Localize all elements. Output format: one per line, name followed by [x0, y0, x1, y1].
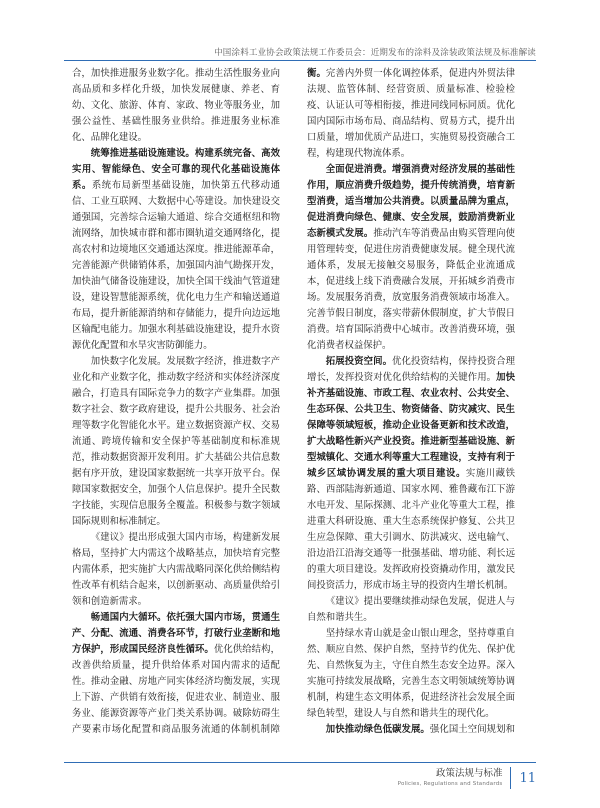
bold-text-run: 衡。	[307, 68, 326, 79]
paragraph	[307, 626, 515, 722]
paragraph	[72, 146, 280, 354]
left-column	[72, 66, 280, 736]
text-run: 合，加快推进服务业数字化。推动生活性服务业向高品质和多样化升级，加快发展健康、养老、育幼、文化、旅游、体育、家政、物业等服务业，加强公益性、基础性服务业供给。推进服务业标准化、品牌化建设。	[72, 68, 280, 143]
page-footer	[276, 764, 536, 792]
bold-text-run: 拓展投资空间。	[325, 356, 393, 367]
paragraph	[307, 722, 515, 736]
bold-text-run: 全面促进消费。增强消费对经济发展的基础性作用，顺应消费升级趋势，提升传统消费，培育新型消费，适当增加公共消费。以质量品牌为重点，促进消费向绿色、健康、安全发展，鼓励消费新业态新模式发展。	[307, 164, 515, 239]
paragraph	[72, 610, 280, 736]
bold-text-run: 畅通国内大循环。依托强大国内市场，贯通生产、分配、流通、消费各环节，打破行业垄断和地方保护，形成国民经济良性循环。	[72, 612, 280, 655]
text-run: 加快数字化发展。发展数字经济，推进数字产业化和产业数字化，推动数字经济和实体经济深度融合，打造具有国际竞争力的数字产业集群。	[72, 356, 280, 399]
paragraph	[72, 354, 280, 530]
footer-rule	[64, 762, 536, 763]
text-run: 《建议》提出要继续推动绿色发展，促进人与自然和谐共生。	[307, 596, 515, 623]
header-rule	[64, 60, 536, 61]
paragraph	[307, 162, 515, 354]
text-run: 系统布局新型基础设施，加快第五代移动通信、工业互联网、大数据中心等建设。加快建设交通强国，完善综合运输大通道、综合交通枢纽和物流网络，加快城市群和都市圈轨道交通网络化，提高农村和边境地区交通通达深度。推进能源革命，完善能源产供储销体系，加强国内油气勘探开发，加快油气储备设施建设，加快全国干线油气管道建设，建设智慧能源系统，优化电力生产和输送通道布局，提升新能源消纳和存储能力，提升向边远地区输配电能力。加强水利基础设施建设，提升水资源优化配置和水旱灾害防御能力。	[72, 180, 280, 351]
text-run: 优化投资结构，保持投资合理增长，发挥投资对优化供给结构的关键作用。	[307, 356, 515, 383]
text-run: 坚持绿水青山就是金山银山理念，坚持尊重自然、顺应自然、保护自然，坚持节约优先、保护优先、自然恢复为主，守住自然生态安全边界。深入实施可持续发展战略，完善生态文明领域统筹协调机制，构建生态文明体系，促进经济社会发展全面绿色转型，建设人与自然和谐共生的现代化。	[307, 628, 515, 719]
text-run: 推动汽车等消费品由购买管理向使用管理转变，促进住房消费健康发展。健全现代流通体系，发展无接触交易服务，降低企业流通成本，促进线上线下消费融合发展，开拓城乡消费市场。发展服务消费，放宽服务消费领域市场准入。完善节假日制度，落实带薪休假制度，扩大节假日消费。培育国际消费中心城市。改善消费环境，强化消费者权益保护。	[307, 228, 515, 351]
bold-text-run: 统筹推进基础设施建设。构建系统完备、高效实用、智能绿色、安全可靠的现代化基础设施体系。	[72, 148, 280, 191]
running-header: 中国涂料工业协会政策法规工作委员会：近期发布的涂料及涂装政策法规及标准解读	[214, 48, 536, 58]
bold-text-run: 加快推动绿色低碳发展。	[325, 724, 430, 735]
journal-name	[398, 768, 503, 788]
paragraph	[307, 354, 515, 594]
bold-text-run: 加快补齐基础设施、市政工程、农业农村、公共安全、生态环保、公共卫生、物资储备、防灾减灾、民生保障等领域短板，推动企业设备更新和技术改造，扩大战略性新兴产业投资。推进新型基础设施、新型城镇化、交通水利等重大工程建设，支持有利于城乡区域协调发展的重大项目建设。	[307, 372, 515, 479]
right-column	[307, 66, 515, 736]
page-number: 11	[519, 770, 536, 786]
paragraph	[307, 594, 515, 626]
journal-name-en: Policies, Regulations and Standards	[397, 781, 503, 787]
text-run: 实施川藏铁路、西部陆海新通道、国家水网、雅鲁藏布江下游水电开发、星际探测、北斗产业化等重大工程，推进重大科研设施、重大生态系统保护修复、公共卫生应急保障、重大引调水、防洪减灾、送电输气、沿边沿江沿海交通等一批强基础、增功能、利长远的重大项目建设。发挥政府投资撬动作用，激发民间投资活力，形成市场主导的投资内生增长机制。	[307, 468, 515, 591]
paragraph	[72, 66, 280, 146]
text-run: 完善内外贸一体化调控体系，促进内外贸法律法规、监管体制、经营资质、质量标准、检验检疫、认证认可等相衔接，推进同线同标同质。优化国内国际市场布局、商品结构、贸易方式，提升出口质量，增加优质产品进口，实施贸易投资融合工程，构建现代物流体系。	[307, 68, 515, 159]
paragraph	[72, 530, 280, 610]
text-run: 《建议》提出形成强大国内市场，构建新发展格局，坚持扩大内需这个战略基点，加快培育完整内需体系，把实施扩大内需战略同深化供给侧结构性改革有机结合起来，以创新驱动、高质量供给引领和创造新需求。	[72, 532, 280, 607]
journal-name-cn: 政策法规与标准	[435, 768, 503, 779]
text-run: 优化供给结构，改善供给质量，提升供给体系对国内需求的适配性。推动金融、房地产同实体经济均衡发展，实现上下游、产供销有效衔接，促进农业、制造业、服务业、能源资源等产业门类关系协调。破除妨碍生产要素市场化配置和商品服务流通的体制机制障	[72, 644, 280, 735]
footer-divider	[510, 767, 511, 789]
text-run: 强化国土空间规划和	[429, 724, 515, 735]
paragraph	[307, 66, 515, 162]
text-run: 加强数字社会、数字政府建设，提升公共服务、社会治理等数字化智能化水平。建立数据资源产权、交易流通、跨境传输和安全保护等基础制度和标准规范，推动数据资源开发利用。扩大基础公共信息数据有序开放，建设国家数据统一共享开放平台。保障国家数据安全，加强个人信息保护。提升全民数字技能，实现信息服务全覆盖。积极参与数字领域国际规则和标准制定。	[72, 388, 280, 527]
